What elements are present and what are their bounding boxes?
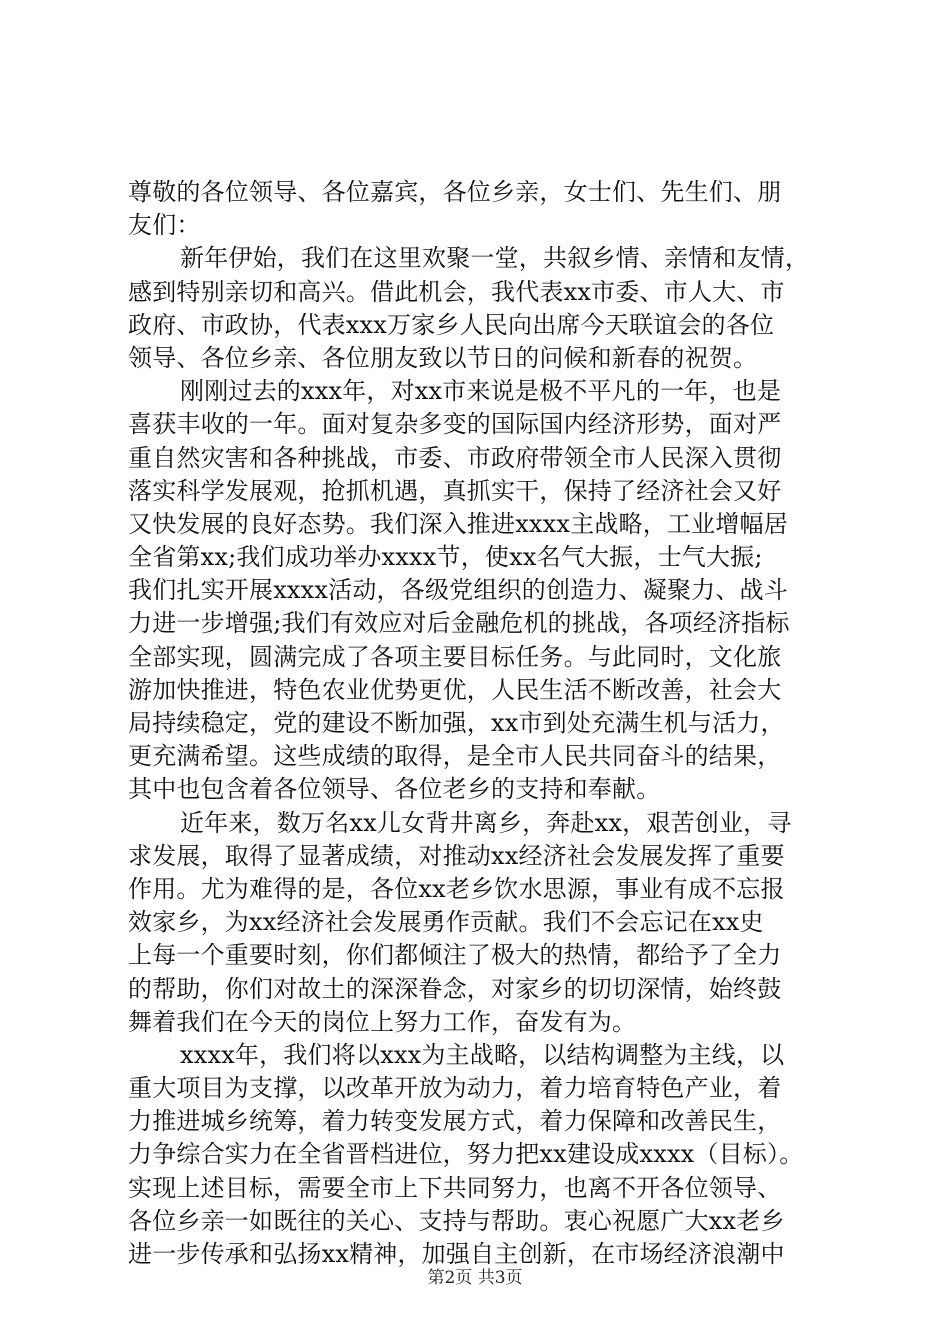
text-line: 进一步传承和弘扬xx精神，加强自主创新，在市场经济浪潮中 bbox=[128, 1240, 785, 1268]
paragraph-first-line: 近年来，数万名xx儿女背井离乡，奔赴xx，艰苦创业，寻 bbox=[180, 808, 792, 837]
text-line: 尊敬的各位领导、各位嘉宾，各位乡亲，女士们、先生们、朋 bbox=[128, 178, 782, 206]
text-line: 感到特别亲切和高兴。借此机会，我代表xx市委、市人大、市 bbox=[128, 277, 785, 306]
text-line: 作用。尤为难得的是，各位xx老乡饮水思源，事业有成不忘报 bbox=[128, 874, 785, 903]
text-line: 喜获丰收的一年。面对复杂多变的国际国内经济形势，面对严 bbox=[128, 410, 782, 439]
page-number-label: 第2页 共3页 bbox=[427, 1268, 523, 1288]
text-line: 我们扎实开展xxxx活动，各级党组织的创造力、凝聚力、战斗 bbox=[128, 576, 788, 605]
text-line: 各位乡亲一如既往的关心、支持与帮助。衷心祝愿广大xx老乡 bbox=[128, 1206, 785, 1235]
text-line: 全部实现，圆满完成了各项主要目标任务。与此同时，文化旅 bbox=[128, 642, 782, 671]
text-line: 全省第xx;我们成功举办xxxx节，使xx名气大振，士气大振; bbox=[128, 543, 763, 572]
text-line: 重自然灾害和各种挑战，市委、市政府带领全市人民深入贯彻 bbox=[128, 443, 782, 472]
text-line: 求发展，取得了显著成绩，对推动xx经济社会发展发挥了重要 bbox=[128, 841, 785, 870]
page-footer bbox=[0, 1268, 950, 1288]
text-line: 实现上述目标，需要全市上下共同努力，也离不开各位领导、 bbox=[128, 1173, 782, 1202]
text-line: 上每一个重要时刻，你们都倾注了极大的热情，都给予了全力 bbox=[128, 941, 782, 970]
text-line: 舞着我们在今天的岗位上努力工作，奋发有为。 bbox=[128, 1007, 637, 1036]
text-line: 力进一步增强;我们有效应对后金融危机的挑战，各项经济指标 bbox=[128, 609, 790, 638]
paragraph-first-line: xxxx年，我们将以xxx为主战略，以结构调整为主线，以 bbox=[180, 1040, 785, 1069]
text-line: 落实科学发展观，抢抓机遇，真抓实干，保持了经济社会又好 bbox=[128, 476, 782, 505]
text-line: 力争综合实力在全省晋档进位，努力把xx建设成xxxx（目标）。 bbox=[128, 1140, 804, 1169]
text-line: 效家乡，为xx经济社会发展勇作贡献。我们不会忘记在xx史 bbox=[128, 908, 764, 937]
text-line: 局持续稳定，党的建设不断加强，xx市到处充满生机与活力， bbox=[128, 709, 785, 737]
text-line: 其中也包含着各位领导、各位老乡的支持和奉献。 bbox=[128, 775, 661, 804]
text-line: 力推进城乡统筹，着力转变发展方式，着力保障和改善民生， bbox=[128, 1107, 782, 1136]
text-line: 更充满希望。这些成绩的取得，是全市人民共同奋斗的结果， bbox=[128, 742, 782, 771]
text-line: 领导、各位乡亲、各位朋友致以节日的问候和新春的祝贺。 bbox=[128, 343, 758, 372]
paragraph-first-line: 刚刚过去的xxx年，对xx市来说是极不平凡的一年，也是 bbox=[180, 377, 782, 406]
text-line: 友们： bbox=[128, 211, 201, 240]
text-line: 政府、市政协，代表xxx万家乡人民向出席今天联谊会的各位 bbox=[128, 310, 775, 339]
text-line: 游加快推进，特色农业优势更优，人民生活不断改善，社会大 bbox=[128, 675, 782, 704]
text-line: 又快发展的良好态势。我们深入推进xxxx主战略，工业增幅居 bbox=[128, 509, 788, 538]
text-line: 的帮助，你们对故土的深深眷念，对家乡的切切深情，始终鼓 bbox=[128, 974, 782, 1003]
paragraph-first-line: 新年伊始，我们在这里欢聚一堂，共叙乡情、亲情和友情， bbox=[180, 244, 810, 273]
document-body bbox=[128, 176, 828, 1271]
text-line: 重大项目为支撑，以改革开放为动力，着力培育特色产业，着 bbox=[128, 1074, 782, 1103]
